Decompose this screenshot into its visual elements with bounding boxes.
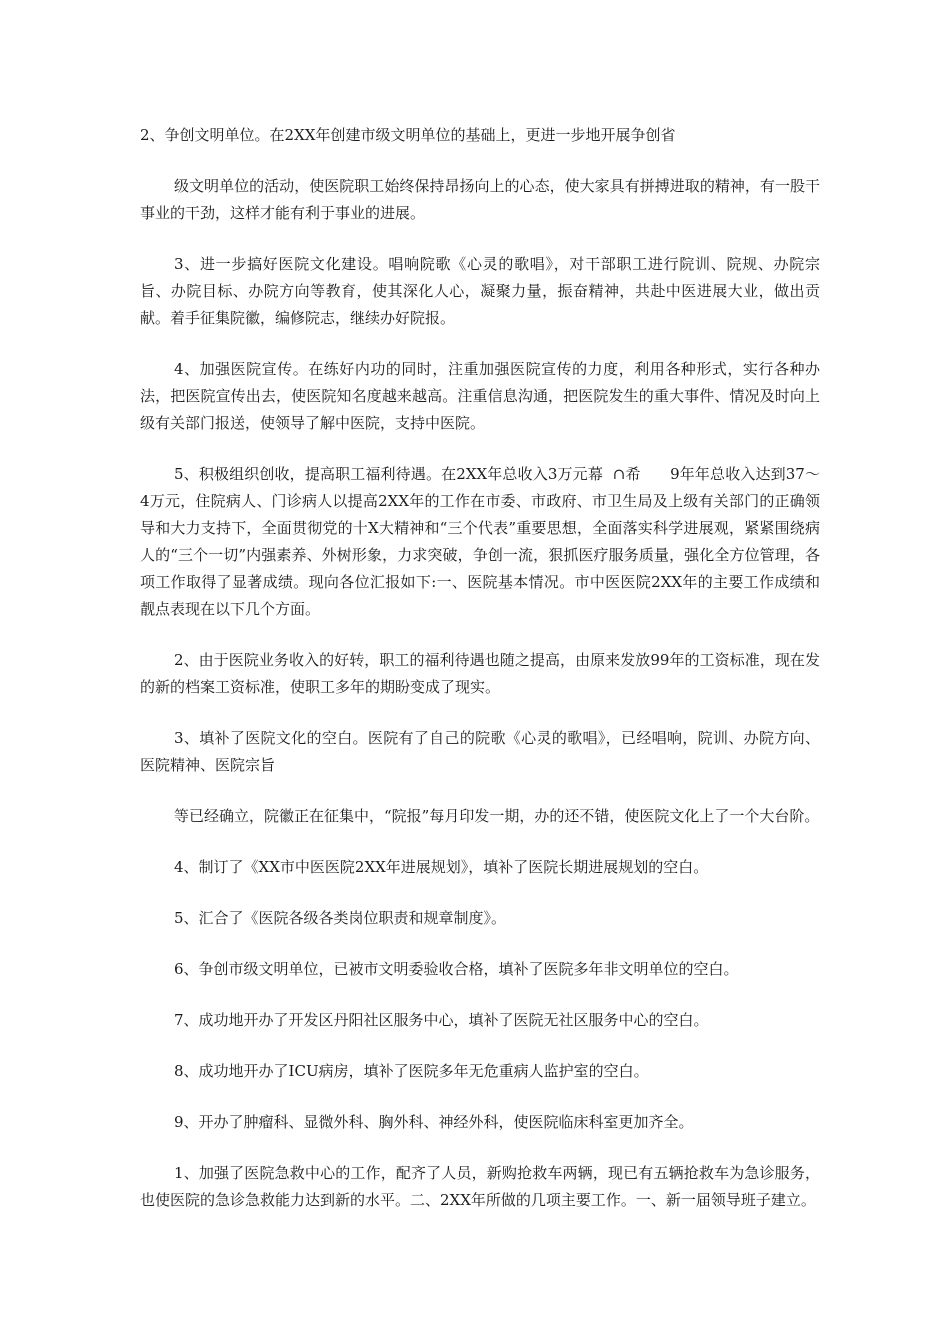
paragraph: 8、成功地开办了ICU病房，填补了医院多年无危重病人监护室的空白。 bbox=[174, 1062, 649, 1080]
paragraph: 级文明单位的活动，使医院职工始终保持昂扬向上的心态，使大家具有拼搏进取的精神，有一股干事业的干劲，这样才能有利于事业的进展。 bbox=[140, 177, 820, 222]
paragraph: 5、积极组织创收，提高职工福利待遇。在2XX年总收入3万元幕 ∩希 9年年总收入达到37～4万元，住院病人、门诊病人以提高2XX年的工作在市委、市政府、市卫生局及上级有关部门的正确领导和大力支持下，全面贯彻党的十X大精神和“三个代表”重要思想，全面落实科学进展观，紧紧围绕病人的“三个一切”内强素养、外树形象，力求突破，争创一流，狠抓医疗服务质量，强化全方位管理，各项工作取得了显著成绩。现向各位汇报如下:一、医院基本情况。市中医医院2XX年的主要工作成绩和靓点表现在以下几个方面。 bbox=[140, 465, 820, 618]
paragraph: 2、争创文明单位。在2XX年创建市级文明单位的基础上，更进一步地开展争创省 bbox=[140, 126, 676, 144]
paragraph: 等已经确立，院徽正在征集中，“院报”每月印发一期，办的还不错，使医院文化上了一个大台阶。 bbox=[174, 807, 820, 825]
paragraph: 2、由于医院业务收入的好转，职工的福利待遇也随之提高，由原来发放99年的工资标准，现在发的新的档案工资标准，使职工多年的期盼变成了现实。 bbox=[140, 651, 820, 696]
paragraph: 4、制订了《XX市中医医院2XX年进展规划》，填补了医院长期进展规划的空白。 bbox=[174, 858, 709, 876]
paragraph: 5、汇合了《医院各级各类岗位职责和规章制度》。 bbox=[174, 909, 507, 927]
paragraph: 9、开办了肿瘤科、显微外科、胸外科、神经外科，使医院临床科室更加齐全。 bbox=[174, 1113, 694, 1131]
paragraph: 7、成功地开办了开发区丹阳社区服务中心，填补了医院无社区服务中心的空白。 bbox=[174, 1011, 709, 1029]
paragraph: 3、进一步搞好医院文化建设。唱响院歌《心灵的歌唱》，对干部职工进行院训、院规、办院宗旨、办院目标、办院方向等教育，使其深化人心，凝聚力量，振奋精神，共赴中医进展大业，做出贡献。着手征集院徽，编修院志，继续办好院报。 bbox=[140, 255, 820, 327]
paragraph: 4、加强医院宣传。在练好内功的同时，注重加强医院宣传的力度，利用各种形式，实行各种办法，把医院宣传出去，使医院知名度越来越高。注重信息沟通，把医院发生的重大事件、情况及时向上级有关部门报送，使领导了解中医院，支持中医院。 bbox=[140, 360, 820, 432]
paragraph: 1、加强了医院急救中心的工作，配齐了人员，新购抢救车两辆，现已有五辆抢救车为急诊服务，也使医院的急诊急救能力达到新的水平。二、2XX年所做的几项主要工作。一、新一届领导班子建立。 bbox=[140, 1164, 820, 1209]
document-body bbox=[140, 122, 820, 1238]
paragraph: 6、争创市级文明单位，已被市文明委验收合格，填补了医院多年非文明单位的空白。 bbox=[174, 960, 739, 978]
paragraph: 3、填补了医院文化的空白。医院有了自己的院歌《心灵的歌唱》，已经唱响，院训、办院方向、医院精神、医院宗旨 bbox=[140, 729, 820, 774]
